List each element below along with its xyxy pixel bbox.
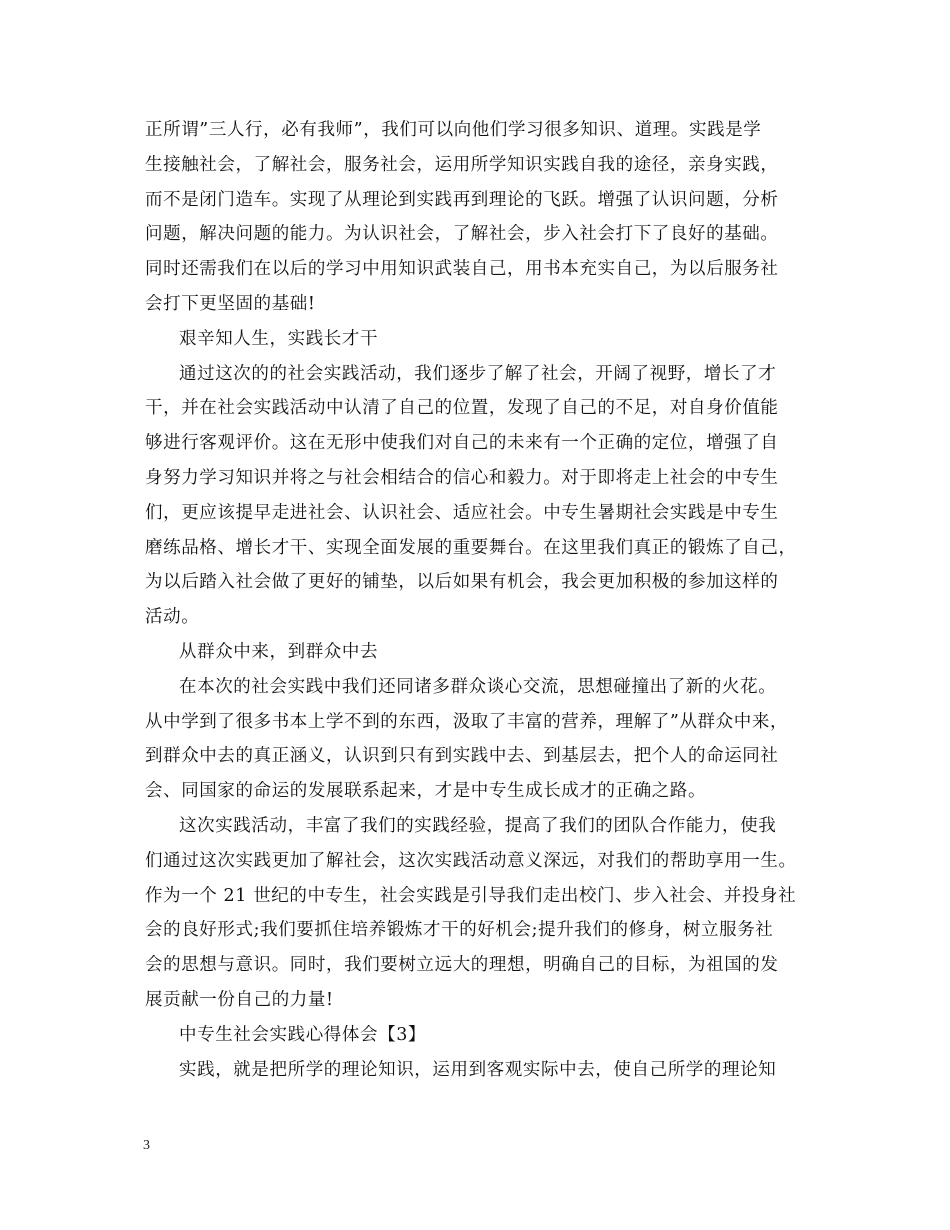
text-line: 而不是闭门造车。实现了从理论到实践再到理论的飞跃。增强了认识问题，分析 — [145, 189, 779, 210]
text-line: 中专生社会实践心得体会【3】 — [179, 1024, 427, 1045]
text-line: 从群众中来，到群众中去 — [179, 641, 379, 662]
text-line: 艰辛知人生，实践长才干 — [179, 328, 379, 349]
text-line: 正所谓”三人行，必有我师”，我们可以向他们学习很多知识、道理。实践是学 — [145, 120, 762, 140]
text-line: 在本次的社会实践中我们还同诸多群众谈心交流，思想碰撞出了新的火花。 — [179, 676, 777, 697]
text-line: 够进行客观评价。这在无形中使我们对自己的未来有一个正确的定位，增强了自 — [145, 433, 779, 454]
text-line: 到群众中去的真正涵义，认识到只有到实践中去、到基层去，把个人的命运同社 — [145, 746, 779, 767]
text-line: 干，并在社会实践活动中认清了自己的位置，发现了自己的不足，对自身价值能 — [145, 398, 779, 419]
text-line: 磨练品格、增长才干、实现全面发展的重要舞台。在这里我们真正的锻炼了自己， — [145, 537, 797, 558]
text-line: 生接触社会，了解社会，服务社会，运用所学知识实践自我的途径，亲身实践， — [145, 154, 779, 175]
text-line: 身努力学习知识并将之与社会相结合的信心和毅力。对于即将走上社会的中专生 — [145, 467, 779, 488]
text-line: 展贡献一份自己的力量! — [145, 989, 334, 1010]
text-line: 会的良好形式;我们要抓住培养锻炼才干的好机会;提升我们的修身，树立服务社 — [145, 920, 774, 941]
text-line: 实践，就是把所学的理论知识，运用到客观实际中去，使自己所学的理论知 — [179, 1059, 777, 1080]
text-line: 们，更应该提早走进社会、认识社会、适应社会。中专生暑期社会实践是中专生 — [145, 502, 779, 523]
text-line: 会、同国家的命运的发展联系起来，才是中专生成长成才的正确之路。 — [145, 781, 707, 802]
text-line: 通过这次的的社会实践活动，我们逐步了解了社会，开阔了视野，增长了才 — [179, 363, 777, 384]
text-line: 们通过这次实践更加了解社会，这次实践活动意义深远，对我们的帮助享用一生。 — [145, 850, 797, 871]
page-number: 3 — [143, 1138, 150, 1153]
text-line: 会打下更坚固的基础! — [145, 293, 316, 314]
text-line: 问题，解决问题的能力。为认识社会，了解社会，步入社会打下了良好的基础。 — [145, 224, 779, 245]
text-line: 作为一个 21 世纪的中专生，社会实践是引导我们走出校门、步入社会、并投身社 — [145, 885, 797, 906]
text-line: 这次实践活动，丰富了我们的实践经验，提高了我们的团队合作能力，使我 — [179, 815, 777, 836]
text-line: 活动。 — [145, 607, 200, 628]
body-text — [145, 113, 825, 1087]
text-line: 同时还需我们在以后的学习中用知识武装自己，用书本充实自己，为以后服务社 — [145, 259, 779, 280]
text-line: 从中学到了很多书本上学不到的东西，汲取了丰富的营养，理解了”从群众中来， — [145, 711, 789, 732]
text-line: 为以后踏入社会做了更好的铺垫，以后如果有机会，我会更加积极的参加这样的 — [145, 572, 779, 593]
text-line: 会的思想与意识。同时，我们要树立远大的理想，明确自己的目标，为祖国的发 — [145, 955, 779, 976]
